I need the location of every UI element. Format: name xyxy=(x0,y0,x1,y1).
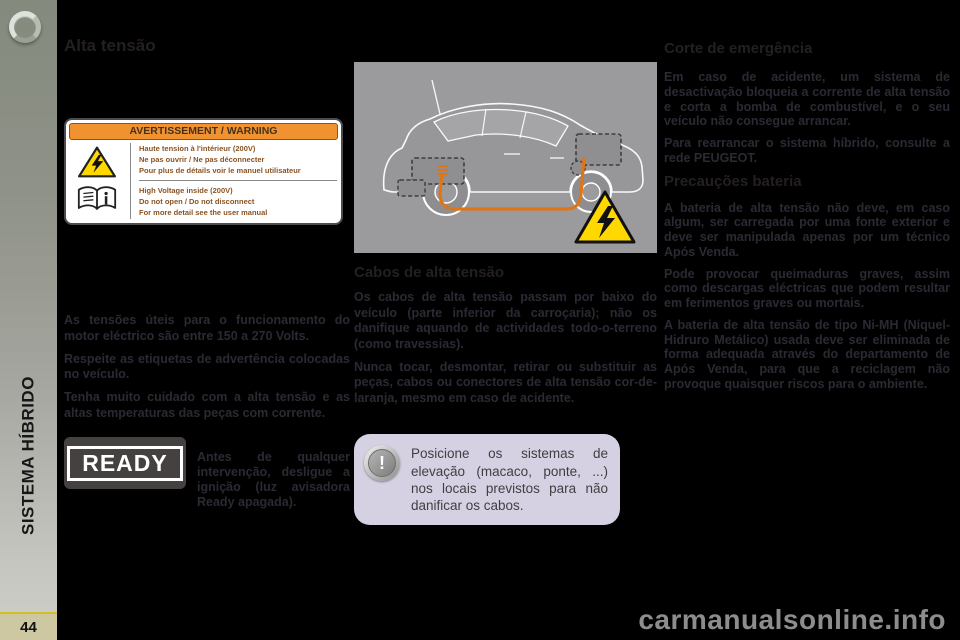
hv-paragraph-3: Tenha muito cuidado com a alta tensão e as altas temperaturas das peças com corrente. xyxy=(64,389,350,420)
sidebar-chapter-title: SISTEMA HÍBRIDO xyxy=(18,376,38,536)
section-high-voltage xyxy=(64,36,350,523)
section-emergency-battery xyxy=(664,40,950,399)
cables-paragraph-1: Os cabos de alta tensão passam por baixo do veículo (parte inferior da carroçaria); não os danifique aquando de actividades todo-o-terreno (como travessias). xyxy=(354,290,657,351)
battery-paragraph-3: A bateria de alta tensão de tipo Ni-MH (Níquel-Hidruro Metálico) usada deve ser eliminada de forma adequada através do departamento de Após Venda, para que a reciclagem não provoque quaisquer riscos para o ambiente. xyxy=(664,317,950,391)
page-number-tab xyxy=(0,612,57,640)
warning-label-header: AVERTISSEMENT / WARNING xyxy=(69,123,338,140)
section-cables xyxy=(354,62,657,525)
battery-paragraph-1: A bateria de alta tensão não deve, em caso algum, ser carregada por uma fonte exterior e deve ser manipulada apenas por um técnico Após Venda. xyxy=(664,200,950,259)
warning-label-text-fr: Haute tension à l'intérieur (200V) Ne pas ouvrir / Ne pas déconnecter Pour plus de détails voir le manuel utilisateur xyxy=(139,143,337,181)
page-number: 44 xyxy=(20,618,37,636)
note-text: Posicione os sistemas de elevação (macaco, ponte, ...) nos locais previstos para não danificar os cabos. xyxy=(411,446,608,513)
ready-badge xyxy=(64,437,186,489)
hv-paragraph-1: As tensões úteis para o funcionamento do motor eléctrico são entre 150 a 270 Volts. xyxy=(64,313,350,344)
section-title-cables: Cabos de alta tensão xyxy=(354,264,505,281)
ready-note: Antes de qualquer intervenção, desligue a ignição (luz avisadora Ready apagada). xyxy=(197,449,350,510)
cables-paragraph-2: Nunca tocar, desmontar, retirar ou substituir as peças, cabos ou conectores de alta tensão cor-de-laranja, mesmo em caso de acidente. xyxy=(354,359,657,405)
warning-label xyxy=(64,118,343,225)
sidebar xyxy=(0,0,57,640)
section-title-emergency: Corte de emergência xyxy=(664,40,813,57)
emergency-paragraph-2: Para rearrancar o sistema híbrido, consulte a rede PEUGEOT. xyxy=(664,136,950,165)
ready-badge-label: READY xyxy=(67,446,183,481)
page-title: Alta tensão xyxy=(64,36,156,55)
hv-paragraph-2: Respeite as etiquetas de advertência colocadas no veículo. xyxy=(64,351,350,382)
user-manual-book-icon xyxy=(77,184,117,217)
caution-icon: ! xyxy=(364,445,400,481)
note-box xyxy=(354,434,620,525)
binder-ring-icon xyxy=(9,11,41,43)
car-high-voltage-figure xyxy=(354,62,657,253)
watermark-link[interactable]: carmanualsonline.info xyxy=(638,604,946,635)
emergency-paragraph-1: Em caso de acidente, um sistema de desactivação bloqueia a corrente de alta tensão e corta a bomba de combustível, e o seu veículo não consegue arrancar. xyxy=(664,70,950,129)
warning-label-text-en: High Voltage inside (200V) Do not open / Do not disconnect For more detail see the user manual xyxy=(139,185,268,217)
section-title-battery: Precauções bateria xyxy=(664,172,802,190)
high-voltage-triangle-icon xyxy=(77,145,117,184)
battery-paragraph-2: Pode provocar queimaduras graves, assim como descargas eléctricas que podem resultar em ferimentos graves ou mortais. xyxy=(664,266,950,310)
